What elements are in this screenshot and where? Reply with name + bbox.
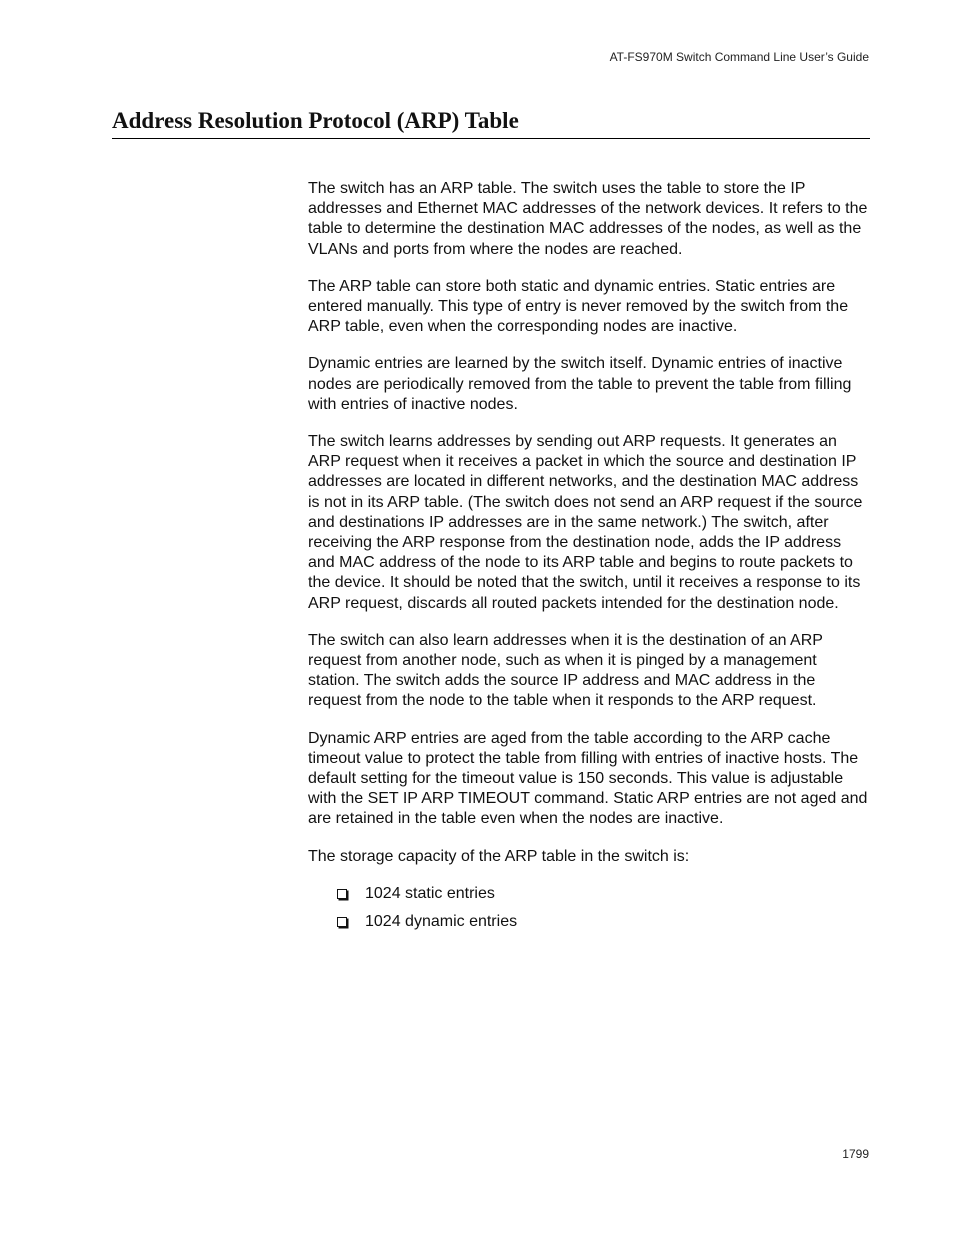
paragraph-aging: Dynamic ARP entries are aged from the table according to the ARP cache timeout value to protect the table from filling with entries of inactive hosts. The default setting for the timeout value is 150 seconds. This value is adjustable with the SET IP ARP TIMEOUT command. Static ARP entries are not aged and are retained in the table even when the nodes are inactive. bbox=[308, 729, 868, 828]
paragraph-learning-addresses: The switch learns addresses by sending out ARP requests. It generates an ARP request when it receives a packet in which the source and destination IP addresses are located in different networks, and the destination MAC address is not in its ARP table. (The switch does not send an ARP request if the source and destinations IP addresses are in the same network.) The switch, after receiving the ARP response from the destination node, adds the IP address and MAC address of the node to its ARP table and begins to route packets to the device. It should be noted that the switch, until it receives a response to its ARP request, discards all routed packets intended for the destination node. bbox=[308, 433, 863, 612]
checkbox-bullet-icon bbox=[337, 889, 347, 899]
list-item bbox=[308, 884, 870, 904]
capacity-list bbox=[308, 884, 870, 932]
body-text bbox=[308, 179, 870, 940]
paragraph-dynamic-entries: Dynamic entries are learned by the switch itself. Dynamic entries of inactive nodes are periodically removed from the table to prevent the table from filling with entries of inactive nodes. bbox=[308, 355, 852, 413]
paragraph-learning-from-requests: The switch can also learn addresses when it is the destination of an ARP request from another node, such as when it is pinged by a management station. The switch adds the source IP address and MAC address in the request from the node to the table when it responds to the ARP request. bbox=[308, 631, 823, 710]
paragraph-storage-capacity: The storage capacity of the ARP table in the switch is: bbox=[308, 847, 690, 865]
checkbox-bullet-icon bbox=[337, 917, 347, 927]
paragraph-arp-table-intro: The switch has an ARP table. The switch uses the table to store the IP addresses and Ethernet MAC addresses of the network devices. It refers to the table to determine the destination MAC addresses of the nodes, as well as the VLANs and ports from where the nodes are reached. bbox=[308, 180, 868, 258]
list-item-text: 1024 dynamic entries bbox=[365, 913, 518, 931]
running-header: AT-FS970M Switch Command Line User’s Guide bbox=[609, 50, 869, 64]
page-number: 1799 bbox=[842, 1147, 869, 1161]
paragraph-static-dynamic-entries: The ARP table can store both static and dynamic entries. Static entries are entered manually. This type of entry is never removed by the switch from the ARP table, even when the corresponding nodes are inactive. bbox=[308, 277, 849, 336]
list-item bbox=[308, 912, 870, 932]
list-item-text: 1024 static entries bbox=[365, 884, 495, 902]
section-title: Address Resolution Protocol (ARP) Table bbox=[112, 108, 870, 139]
